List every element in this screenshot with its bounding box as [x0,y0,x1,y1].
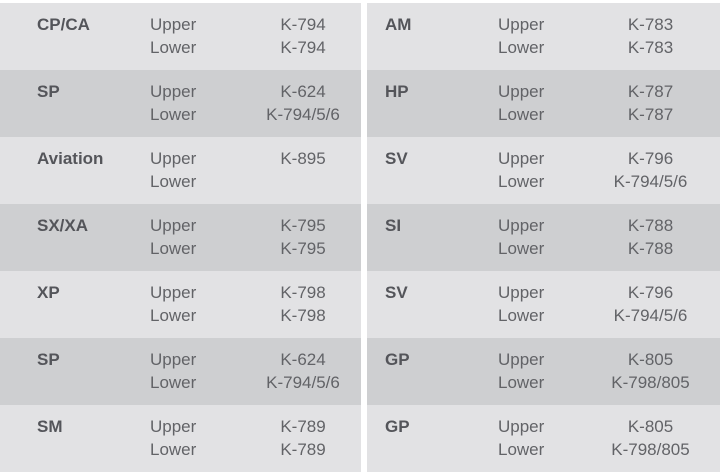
codes-cell [593,348,720,394]
upper-label: Upper [498,350,545,369]
codes-cell [245,415,361,461]
upper-lower-cell [498,281,593,327]
model-label: SV [385,283,408,302]
lower-code: K-798/805 [611,440,690,459]
table-row [0,137,361,204]
model-label: SI [385,216,402,235]
lower-code: K-798 [280,306,326,325]
model-label: Aviation [37,149,104,168]
upper-lower-cell [498,80,593,126]
codes-cell [245,80,361,126]
upper-code: K-795 [280,216,326,235]
upper-code: K-798 [280,283,326,302]
lower-code: K-794 [280,38,326,57]
upper-label: Upper [150,417,197,436]
table-row [367,204,720,271]
upper-code: K-794 [280,15,326,34]
table-row [0,70,361,137]
table-row [0,338,361,405]
lower-label: Lower [498,306,545,325]
lower-label: Lower [498,239,545,258]
upper-lower-cell [150,13,245,59]
upper-code: K-789 [280,417,326,436]
upper-code: K-624 [280,82,326,101]
upper-code: K-796 [627,283,674,302]
codes-cell [593,415,720,461]
table-row [367,3,720,70]
upper-lower-cell [150,80,245,126]
lower-label: Lower [150,440,197,459]
table-row [0,405,361,472]
table-right [367,3,720,472]
model-label: GP [385,350,410,369]
codes-cell [245,214,361,260]
codes-cell [593,281,720,327]
upper-label: Upper [498,82,545,101]
upper-label: Upper [150,82,197,101]
table-row [0,3,361,70]
lower-label: Lower [150,105,197,124]
upper-label: Upper [150,216,197,235]
upper-label: Upper [150,149,197,168]
model-label: SP [37,82,60,101]
upper-lower-cell [150,348,245,394]
codes-cell [593,13,720,59]
upper-code: K-796 [627,149,674,168]
table-row [367,271,720,338]
lower-code: K-798/805 [611,373,690,392]
lower-label: Lower [498,172,545,191]
model-label: GP [385,417,410,436]
table-row [0,204,361,271]
codes-cell [593,147,720,193]
upper-code: K-788 [627,216,674,235]
upper-label: Upper [498,283,545,302]
upper-lower-cell [150,147,245,193]
table-row [0,271,361,338]
model-label: CP/CA [37,15,90,34]
lower-code [245,170,361,193]
codes-cell [593,214,720,260]
lower-code: K-789 [280,440,326,459]
lower-label: Lower [150,306,197,325]
lower-code: K-795 [280,239,326,258]
codes-cell [245,348,361,394]
model-label: SX/XA [37,216,89,235]
lower-label: Lower [150,38,197,57]
table-row [367,70,720,137]
upper-label: Upper [498,15,545,34]
lower-code: K-794/5/6 [266,373,340,392]
upper-lower-cell [150,214,245,260]
model-label: SP [37,350,60,369]
model-label: HP [385,82,409,101]
upper-lower-cell [150,415,245,461]
upper-label: Upper [150,350,197,369]
upper-code: K-805 [627,350,674,369]
lower-label: Lower [498,105,545,124]
codes-cell [245,147,361,193]
table-row [367,405,720,472]
model-label: XP [37,283,60,302]
upper-code: K-805 [627,417,674,436]
lower-code: K-794/5/6 [613,172,688,191]
upper-code: K-783 [627,15,674,34]
upper-lower-cell [498,214,593,260]
lower-label: Lower [150,373,197,392]
lower-code: K-783 [627,38,674,57]
upper-code: K-624 [280,350,326,369]
table-row [367,137,720,204]
codes-cell [245,13,361,59]
lower-label: Lower [498,440,545,459]
upper-lower-cell [498,415,593,461]
lower-code: K-794/5/6 [266,105,340,124]
model-label: SV [385,149,408,168]
table-row [367,338,720,405]
upper-label: Upper [150,283,197,302]
upper-code: K-787 [627,82,674,101]
model-label: SM [37,417,63,436]
model-label: AM [385,15,412,34]
upper-code: K-895 [280,149,326,168]
lower-label: Lower [498,373,545,392]
upper-lower-cell [498,13,593,59]
upper-label: Upper [150,15,197,34]
codes-cell [593,80,720,126]
upper-lower-cell [498,348,593,394]
lower-code: K-794/5/6 [613,306,688,325]
upper-lower-cell [498,147,593,193]
lower-label: Lower [498,38,545,57]
upper-label: Upper [498,216,545,235]
upper-label: Upper [498,149,545,168]
lower-label: Lower [150,172,197,191]
codes-cell [245,281,361,327]
upper-lower-cell [150,281,245,327]
lower-label: Lower [150,239,197,258]
upper-label: Upper [498,417,545,436]
table-left [0,3,361,472]
lower-code: K-787 [627,105,674,124]
lower-code: K-788 [627,239,674,258]
